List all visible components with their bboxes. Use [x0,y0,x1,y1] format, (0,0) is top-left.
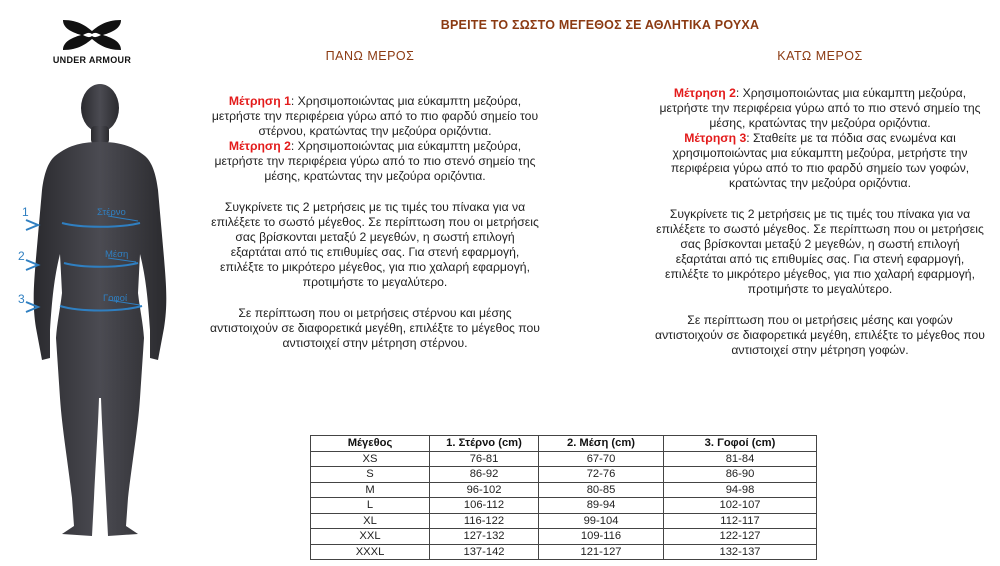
cell-waist: 89-94 [539,498,664,514]
cell-hips: 112-117 [664,513,817,529]
lower-measure-2 [655,86,985,131]
header-hips: 3. Γοφοί (cm) [664,436,817,452]
cell-size: XL [311,513,430,529]
header-size: Μέγεθος [311,436,430,452]
lower-m2-text: : Χρησιμοποιώντας μια εύκαμπτη μεζούρα, μετρήστε την περιφέρεια γύρω από το πιο στενό σημείο της μέσης, κρατώντας την μεζούρα οριζόντια. [659,86,981,130]
cell-chest: 86-92 [430,467,539,483]
measure-label-chest: Στέρνο [97,207,126,218]
cell-size: XXL [311,529,430,545]
upper-measure-2 [210,139,540,184]
cell-chest: 137-142 [430,544,539,560]
cell-size: M [311,482,430,498]
lower-compare-text: Συγκρίνετε τις 2 μετρήσεις με τις τιμές του πίνακα για να επιλέξετε το σωστό μέγεθος. Σε περίπτωση που οι μετρήσεις σας βρίσκονται μεταξύ 2 μεγεθών, η σωστή επιλογή εξαρτάται από τις επιθυμίες σας. Για στενή εφαρμογή, επιλέξτε το μικρότερο μέγεθος, για πιο χαλαρή εφαρμογή, προτιμήστε το μεγαλύτερο. [656,207,984,296]
measure-number-3: 3 [18,292,25,306]
cell-size: XXXL [311,544,430,560]
cell-hips: 81-84 [664,451,817,467]
cell-size: S [311,467,430,483]
cell-waist: 67-70 [539,451,664,467]
table-row [311,467,817,483]
upper-compare-text: Συγκρίνετε τις 2 μετρήσεις με τις τιμές του πίνακα για να επιλέξετε το σωστό μέγεθος. Σε περίπτωση που οι μετρήσεις σας βρίσκονται μεταξύ 2 μεγεθών, η σωστή επιλογή εξαρτάται από τις επιθυμίες σας. Για στενή εφαρμογή, επιλέξτε το μικρότερο μέγεθος, για πιο χαλαρή εφαρμογή, προτιμήστε το μεγαλύτερο. [211,200,539,289]
cell-chest: 127-132 [430,529,539,545]
table-row [311,498,817,514]
upper-m1-label: Μέτρηση 1 [228,94,291,108]
lower-measure-3 [655,131,985,191]
cell-hips: 132-137 [664,544,817,560]
table-row [311,451,817,467]
brand-name: UNDER ARMOUR [52,55,132,65]
cell-waist: 80-85 [539,482,664,498]
cell-hips: 86-90 [664,467,817,483]
measure-number-1: 1 [22,205,29,219]
cell-size: XS [311,451,430,467]
lower-m3-text: : Σταθείτε με τα πόδια σας ενωμένα και χρησιμοποιώντας μια εύκαμπτη μεζούρα, μετρήστε την περιφέρεια γύρω από το πιο φαρδύ σημείο των γοφών, κρατώντας την μεζούρα οριζόντια. [670,131,970,190]
lower-mismatch-text: Σε περίπτωση που οι μετρήσεις μέσης και γοφών αντιστοιχούν σε διαφορετικά μεγέθη, επιλέξτε το μέγεθος που αντιστοιχεί στην μέτρηση γοφών. [655,313,985,357]
table-row [311,513,817,529]
lower-m3-label: Μέτρηση 3 [684,131,747,145]
measure-label-waist: Μέση [105,249,129,260]
upper-m1-text: : Χρησιμοποιώντας μια εύκαμπτη μεζούρα, μετρήστε την περιφέρεια γύρω από το πιο φαρδύ σημείο του στέρνου, κρατώντας την μεζούρα οριζόντια. [211,94,539,138]
table-row [311,529,817,545]
cell-hips: 122-127 [664,529,817,545]
under-armour-logo-icon [61,18,123,52]
cell-waist: 72-76 [539,467,664,483]
measure-label-hips: Γοφοί [103,293,128,304]
cell-chest: 76-81 [430,451,539,467]
lower-heading: ΚΑΤΩ ΜΕΡΟΣ [777,49,863,63]
cell-chest: 96-102 [430,482,539,498]
cell-waist: 109-116 [539,529,664,545]
measure-number-2: 2 [18,249,25,263]
upper-m2-label: Μέτρηση 2 [228,139,291,153]
cell-size: L [311,498,430,514]
header-waist: 2. Μέση (cm) [539,436,664,452]
table-row [311,544,817,560]
brand-logo [52,18,132,65]
lower-m2-label: Μέτρηση 2 [673,86,736,100]
lower-instructions [655,86,985,358]
upper-m2-text: : Χρησιμοποιώντας μια εύκαμπτη μεζούρα, μετρήστε την περιφέρεια γύρω από το πιο στενό σημείο της μέσης, κρατώντας την μεζούρα οριζόντια. [214,139,536,183]
cell-waist: 99-104 [539,513,664,529]
page-title: ΒΡΕΙΤΕ ΤΟ ΣΩΣΤΟ ΜΕΓΕΘΟΣ ΣΕ ΑΘΛΗΤΙΚΑ ΡΟΥΧΑ [440,18,760,32]
table-row [311,482,817,498]
cell-hips: 102-107 [664,498,817,514]
cell-hips: 94-98 [664,482,817,498]
cell-chest: 116-122 [430,513,539,529]
cell-waist: 121-127 [539,544,664,560]
cell-chest: 106-112 [430,498,539,514]
size-table [310,435,817,560]
body-figure [0,78,190,548]
upper-instructions [210,94,540,351]
upper-mismatch-text: Σε περίπτωση που οι μετρήσεις στέρνου και μέσης αντιστοιχούν σε διαφορετικά μεγέθη, επιλέξτε το μέγεθος που αντιστοιχεί στην μέτρηση στέρνου. [210,306,540,350]
upper-heading: ΠΑΝΩ ΜΕΡΟΣ [325,49,415,63]
table-header-row [311,436,817,452]
header-chest: 1. Στέρνο (cm) [430,436,539,452]
upper-measure-1 [210,94,540,139]
